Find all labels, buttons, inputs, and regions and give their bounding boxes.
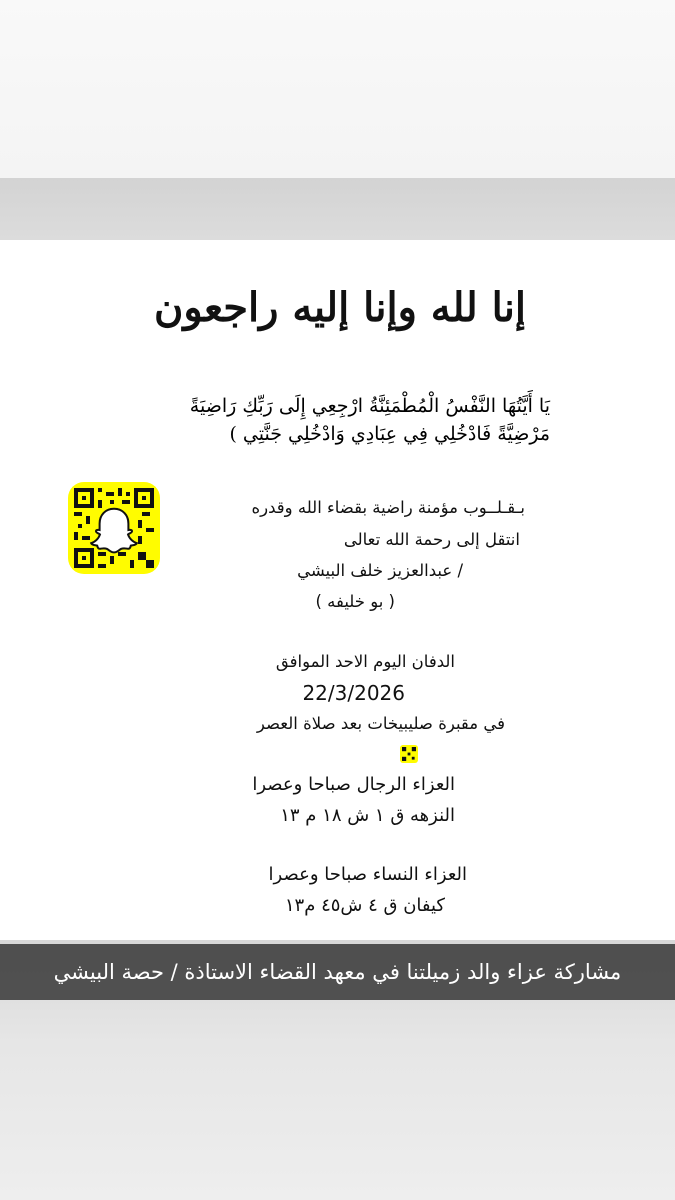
snapcode-icon[interactable] [68, 482, 160, 574]
snapcode-pattern-icon [74, 488, 154, 568]
women-condolence-title: العزاء النساء صباحا وعصرا [268, 864, 467, 885]
quran-verse [130, 392, 550, 448]
deceased-name: / عبدالعزيز خلف البيشي [297, 561, 463, 580]
verse-line-2: مَرْضِيَّةً فَادْخُلِي فِي عِبَادِي وَادْخُلِي جَنَّتِي ) [229, 423, 550, 445]
story-top-background [0, 0, 675, 178]
small-snapcode-pattern-icon [402, 747, 416, 761]
men-condolence-address: النزهه ق ١ ش ١٨ م ١٣ [280, 805, 455, 826]
story-gray-band-top [0, 178, 675, 240]
burial-label: الدفان اليوم الاحد الموافق [275, 652, 455, 671]
hearts-line: بـقـلــوب مؤمنة راضية بقضاء الله وقدره [251, 498, 525, 517]
passed-line: انتقل إلى رحمة الله تعالى [343, 530, 520, 549]
small-snapcode-icon [400, 745, 418, 763]
deceased-kunya: ( بو خليفه ) [315, 592, 395, 611]
burial-date: 22/3/2026 [302, 681, 405, 705]
condolence-card [0, 240, 675, 940]
burial-place: في مقبرة صليبيخات بعد صلاة العصر [256, 714, 505, 733]
men-condolence-title: العزاء الرجال صباحا وعصرا [252, 774, 455, 795]
condolence-headline: إنا لله وإنا إليه راجعون [153, 283, 527, 331]
story-caption-text: مشاركة عزاء والد زميلتنا في معهد القضاء الاستاذة / حصة البيشي [53, 960, 622, 984]
story-caption-bar [0, 944, 675, 1000]
verse-line-1: يَا أَيَّتُهَا النَّفْسُ الْمُطْمَئِنَّةُ ارْجِعِي إِلَى رَبِّكِ رَاضِيَةً [189, 395, 550, 417]
women-condolence-address: كيفان ق ٤ ش٤٥ م١٣ [284, 895, 445, 916]
